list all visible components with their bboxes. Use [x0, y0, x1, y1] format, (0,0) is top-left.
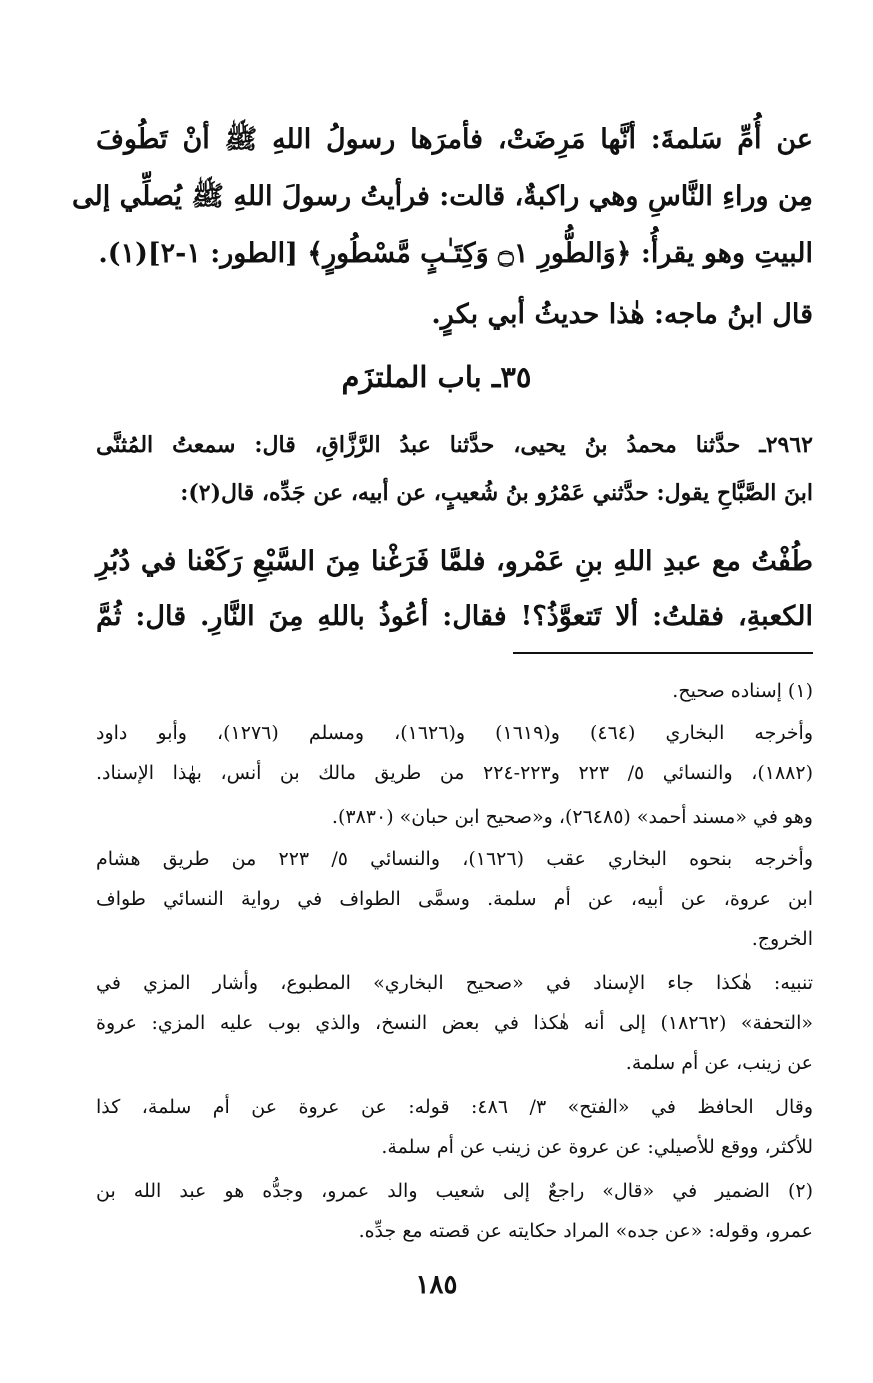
footnote-line: عمرو، وقوله: «عن جده» المراد حكايته عن قصته مع جدِّه.: [358, 1220, 813, 1242]
footnote-line: ابن عروة، عن أبيه، عن أم سلمة. وسمَّى الطواف في رواية النسائي طواف: [96, 888, 813, 910]
footnote-line: عن زينب، عن أم سلمة.: [625, 1052, 813, 1074]
footnote-line: وهو في «مسند أحمد» (٢٦٤٨٥)، و«صحيح ابن حبان» (٣٨٣٠).: [331, 806, 813, 828]
page-number: ١٨٥: [415, 1270, 458, 1300]
main-text-line-4: قال ابنُ ماجه: هٰذا حديثُ أبي بكرٍ.: [431, 299, 813, 330]
footnote-line: وأخرجه البخاري (٤٦٤) و(١٦١٩) و(١٦٢٦)، ومسلم (١٢٧٦)، وأبو داود: [96, 722, 814, 744]
hadith-isnad-line-2: ابنَ الصَّبَّاحِ يقول: حدَّثني عَمْرُو بنُ شُعيبٍ، عن أبيه، عن جَدِّه، قال(٢):: [180, 480, 813, 506]
footnote-line: وأخرجه بنحوه البخاري عقب (١٦٢٦)، والنسائي ٥/ ٢٢٣ من طريق هشام: [96, 848, 813, 870]
main-text-line-2: مِن وراءِ النَّاسِ وهي راكبةٌ، قالت: فرأيتُ رسولَ اللهِ ﷺ يُصلِّي إلى: [71, 181, 813, 212]
footnote-line: (٢) الضمير في «قال» راجعٌ إلى شعيب والد عمرو، وجدُّه هو عبد الله بن: [96, 1180, 813, 1202]
footnote-line: (١٨٨٢)، والنسائي ٥/ ٢٢٣ و٢٢٣-٢٢٤ من طريق مالك بن أنس، بهٰذا الإسناد.: [96, 762, 813, 784]
footnote-line: وقال الحافظ في «الفتح» ٣/ ٤٨٦: قوله: عن عروة عن أم سلمة، كذا: [96, 1096, 813, 1118]
footnote-separator: [513, 652, 813, 654]
footnote-line: «التحفة» (١٨٢٦٢) إلى أنه هٰكذا في بعض النسخ، والذي بوب عليه المزي: عروة: [96, 1012, 813, 1034]
main-text-line-3: البيتِ وهو يقرأُ: ﴿وَالطُّورِ ۝١ وَكِتَـٰبٍ مَّسْطُورٍ﴾ [الطور: ١-٢](١).: [98, 238, 813, 269]
footnote-line: الخروج.: [751, 928, 813, 950]
footnote-line: للأكثر، ووقع للأصيلي: عن عروة عن زينب عن أم سلمة.: [381, 1136, 813, 1158]
footnote-line: (١) إسناده صحيح.: [672, 680, 813, 702]
footnote-line: تنبيه: هٰكذا جاء الإسناد في «صحيح البخاري» المطبوع، وأشار المزي في: [96, 972, 813, 994]
hadith-matn-line-2: الكعبةِ، فقلتُ: ألا تَتعوَّذُ؟! فقال: أعُوذُ باللهِ مِنَ النَّارِ. قال: ثُمَّ: [96, 601, 813, 632]
main-text-line-1: عن أُمِّ سَلمةَ: أنَّها مَرِضَتْ، فأمرَها رسولُ اللهِ ﷺ أنْ تَطُوفَ: [96, 124, 813, 155]
hadith-matn-line-1: طُفْتُ مع عبدِ اللهِ بنِ عَمْرو، فلمَّا فَرَغْنا مِنَ السَّبْعِ رَكَعْنا في دُبُرِ: [96, 546, 813, 577]
hadith-isnad-line-1: ٢٩٦٢ـ حدَّثنا محمدُ بنُ يحيى، حدَّثنا عبدُ الرَّزَّاقِ، قال: سمعتُ المُثنَّى: [96, 432, 813, 458]
chapter-heading: ٣٥ـ باب الملتزَم: [341, 360, 532, 394]
